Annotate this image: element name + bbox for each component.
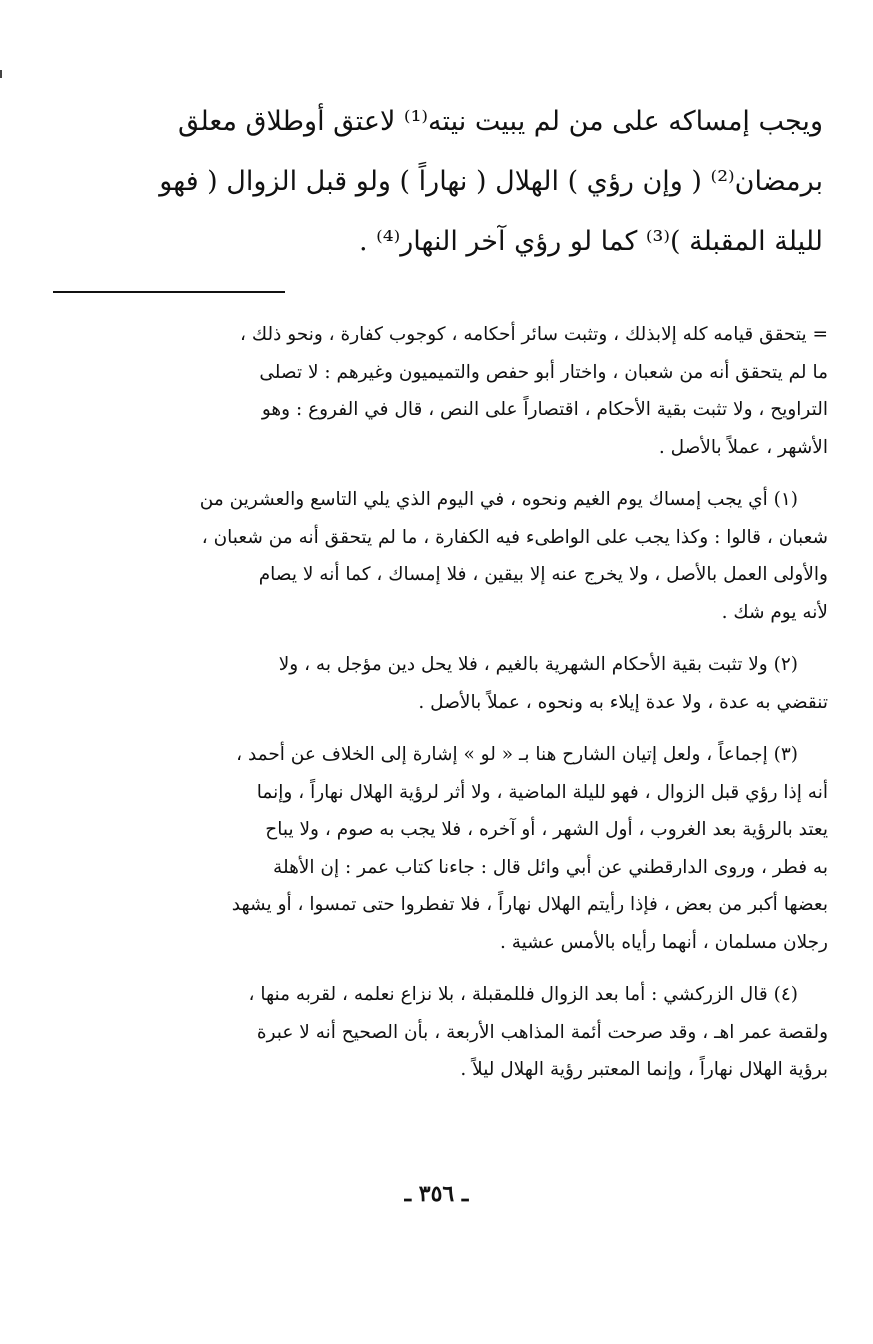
footnote-line: ولقصة عمر اهـ ، وقد صرحت أئمة المذاهب الأربعة ، بأن الصحيح أنه لا عبرة: [256, 1021, 828, 1043]
footnote-line: ما لم يتحقق أنه من شعبان ، واختار أبو حفص والتميميون وغيرهم : لا تصلى: [259, 361, 828, 383]
main-text-line: لليلة المقبلة )⁽³⁾ كما لو رؤي آخر النهار⁽⁴⁾ .: [358, 226, 823, 257]
footnote-line: التراويح ، ولا تثبت بقية الأحكام ، اقتصاراً على النص ، قال في الفروع : وهو: [261, 399, 828, 420]
footnote-line: شعبان ، قالوا : وكذا يجب على الواطىء فيه الكفارة ، ما لم يتحقق أنه من شعبان ،: [201, 526, 828, 548]
footnote-line: يعتد بالرؤية بعد الغروب ، أول الشهر ، أو آخره ، فلا يجب به صوم ، ولا يباح: [265, 819, 828, 840]
footnote-1: [46, 481, 828, 631]
main-text-line: ويجب إمساكه على من لم يبيت نيته⁽¹⁾ لاعتق أوطلاق معلق: [177, 106, 823, 137]
footnote-line: = يتحقق قيامه كله إلابذلك ، وتثبت سائر أحكامه ، كوجوب كفارة ، ونحو ذلك ،: [240, 324, 828, 345]
footnote-line: (٣) إجماعاً ، ولعل إتيان الشارح هنا بـ « لو » إشارة إلى الخلاف عن أحمد ،: [236, 744, 798, 765]
footnote-line: رجلان مسلمان ، أنهما رأياه بالأمس عشية .: [499, 931, 828, 953]
footnote-line: (١) أي يجب إمساك يوم الغيم ونحوه ، في اليوم الذي يلي التاسع والعشرين من: [199, 489, 798, 510]
footnote-line: تنقضي به عدة ، ولا عدة إيلاء به ونحوه ، عملاً بالأصل .: [418, 691, 828, 713]
page-number: ـ ٣٥٦ ـ: [404, 1181, 469, 1207]
footnote-3: [46, 736, 828, 961]
main-text: [50, 92, 823, 272]
footnote-separator: [53, 291, 285, 293]
footnote-4: [46, 976, 828, 1089]
main-text-line: برمضان⁽²⁾ ( وإن رؤي ) الهلال ( نهاراً ) ولو قبل الزوال ( فهو: [159, 166, 823, 197]
footnote-line: (٤) قال الزركشي : أما بعد الزوال فللمقبلة ، بلا نزاع نعلمه ، لقربه منها ،: [248, 984, 798, 1005]
scan-edge-mark: [0, 70, 2, 78]
footnotes: [46, 316, 828, 1104]
footnote-line: بعضها أكبر من بعض ، فإذا رأيتم الهلال نهاراً ، فلا تفطروا حتى تمسوا ، أو يشهد: [231, 894, 828, 915]
footnote-line: الأشهر ، عملاً بالأصل .: [658, 436, 828, 458]
footnote-line: به فطر ، وروى الدارقطني عن أبي وائل قال : جاءنا كتاب عمر : إن الأهلة: [273, 856, 828, 878]
footnote-2: [46, 646, 828, 721]
footnote-line: لأنه يوم شك .: [721, 601, 828, 623]
footnote-line: برؤية الهلال نهاراً ، وإنما المعتبر رؤية الهلال ليلاً .: [460, 1059, 828, 1080]
footnote-continuation: [46, 316, 828, 466]
footnote-line: والأولى العمل بالأصل ، ولا يخرج عنه إلا بيقين ، فلا إمساك ، كما أنه لا يصام: [258, 564, 828, 585]
footnote-line: (٢) ولا تثبت بقية الأحكام الشهرية بالغيم ، فلا يحل دين مؤجل به ، ولا: [278, 654, 798, 675]
footnote-line: أنه إذا رؤي قبل الزوال ، فهو لليلة الماضية ، ولا أثر لرؤية الهلال نهاراً ، وإنما: [256, 781, 828, 803]
